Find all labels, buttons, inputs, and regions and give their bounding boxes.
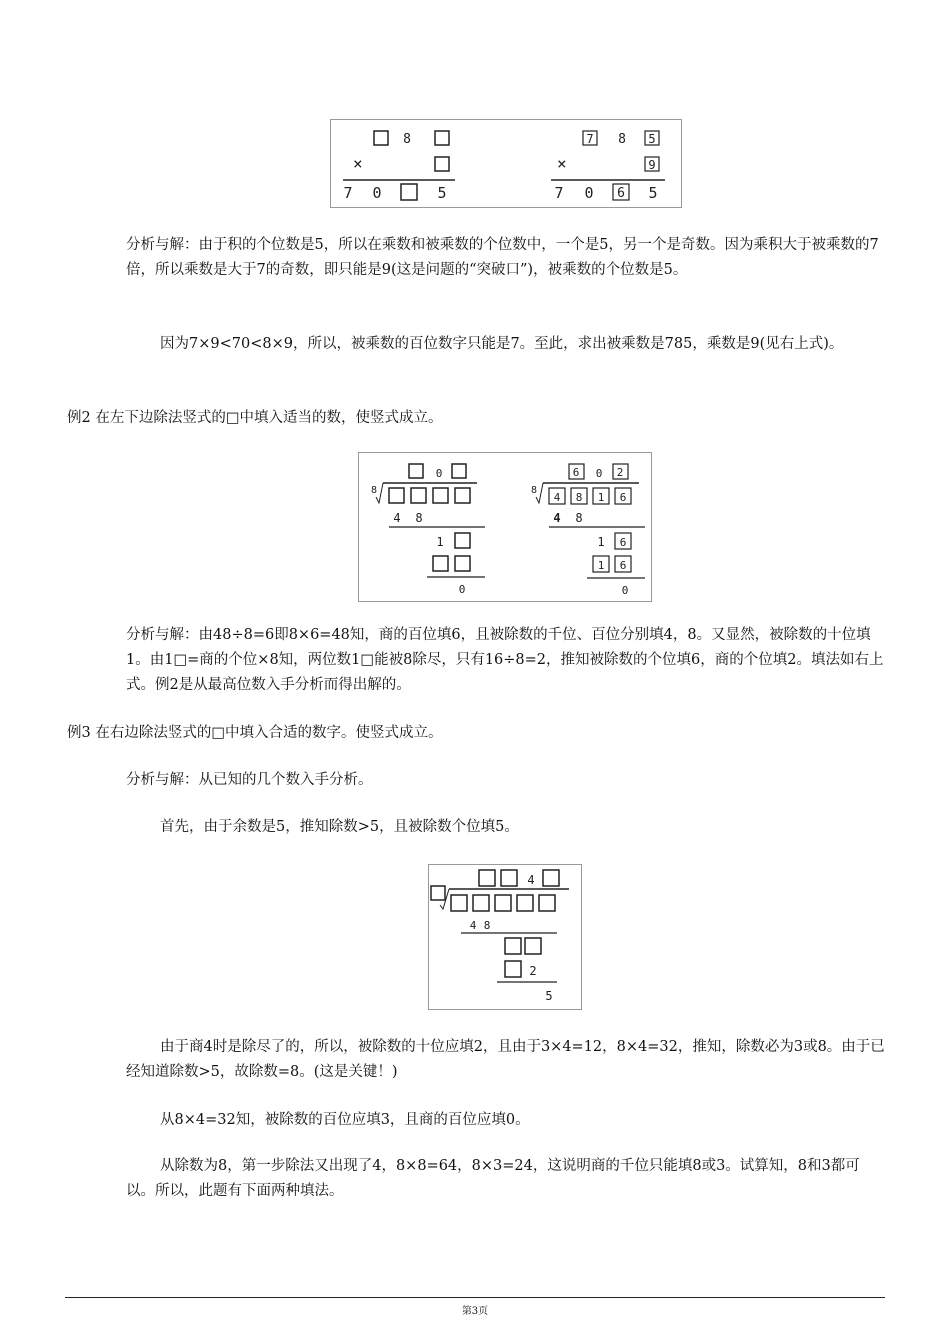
div-right-sub2-b: 6	[619, 559, 627, 572]
mult-left-r1-c2: 8	[403, 132, 411, 147]
div3-sub1-a: 4	[469, 919, 477, 932]
div-right-q1: 6	[572, 466, 580, 479]
div-right-d2: 8	[575, 491, 583, 504]
mult-left	[343, 131, 455, 202]
mult-right-r1-c3: 5	[648, 132, 656, 146]
div-right-rem1-b: 6	[619, 536, 627, 549]
example-3-heading: 例3 在右边除法竖式的□中填入合适的数字。使竖式成立。	[67, 725, 443, 741]
div-right	[531, 464, 645, 597]
div-right-final: 0	[621, 584, 629, 597]
mult-left-r3-c4: 5	[437, 184, 447, 202]
div-left-divisor: 8	[371, 485, 378, 496]
div-left	[371, 464, 485, 596]
mult-right-r3-c2: 0	[584, 184, 594, 202]
paragraph-analysis-8: 从除数为8，第一步除法又出现了4，8×8=64，8×3=24，这说明商的千位只能填8或3。试算知，8和3都可以。所以，此题有下面两种填法。	[126, 1158, 860, 1199]
div3-q3: 4	[527, 873, 535, 887]
paragraph-analysis-5: 首先，由于余数是5，推知除数>5，且被除数个位填5。	[160, 819, 519, 835]
footer-divider	[65, 1297, 885, 1298]
div-left-final: 0	[458, 583, 466, 596]
example-2-heading: 例2 在左下边除法竖式的□中填入适当的数，使竖式成立。	[67, 410, 443, 426]
mult-right-r3-c1: 7	[554, 184, 564, 202]
div-right-rem1-a: 1	[597, 535, 605, 549]
div3-sub2-b: 2	[529, 964, 537, 978]
mult-right	[551, 131, 665, 202]
mult-left-op: ×	[353, 154, 363, 173]
div-right-q2: 0	[595, 467, 603, 480]
div-right-d3: 1	[597, 491, 605, 504]
div3-sub1-b: 8	[483, 919, 491, 932]
division-figure-example-3	[428, 864, 582, 1010]
mult-right-r1-c2: 8	[618, 132, 626, 147]
mult-right-r2-c1: 9	[648, 158, 656, 172]
multiplication-figure	[330, 119, 682, 208]
div-right-sub1-a: 4	[553, 511, 561, 525]
div-left-sub1-a: 4	[393, 511, 401, 525]
division-figure-example-2	[358, 452, 652, 602]
div-right-q3: 2	[616, 466, 624, 479]
div-left-q2: 0	[435, 467, 443, 480]
mult-right-r3-c3: 6	[617, 186, 625, 201]
div-right-d1: 4	[553, 491, 561, 504]
paragraph-analysis-3: 分析与解：由48÷8=6即8×6=48知，商的百位填6，且被除数的千位、百位分别填4，8。又显然，被除数的十位填1。由1□=商的个位×8知，两位数1□能被8除尽，只有16÷8=2，推知被除数的个位填6，商的个位填2。填法如右上式。例2是从最高位数入手分析而得出解的。	[126, 627, 884, 693]
div-right-sub2-a: 1	[597, 559, 605, 572]
div3-final: 5	[545, 989, 553, 1003]
div-right-d4: 6	[619, 491, 627, 504]
mult-right-op: ×	[557, 154, 567, 173]
paragraph-analysis-7: 从8×4=32知，被除数的百位应填3，且商的百位应填0。	[160, 1112, 530, 1128]
div-left-rem1-a: 1	[436, 535, 444, 549]
paragraph-analysis-1: 分析与解：由于积的个位数是5，所以在乘数和被乘数的个位数中，一个是5，另一个是奇数。因为乘积大于被乘数的7倍，所以乘数是大于7的奇数，即只能是9(这是问题的“突破口”)，被乘数的个位数是5。	[126, 237, 879, 278]
div-left-sub1-b: 8	[415, 511, 423, 525]
paragraph-analysis-4: 分析与解：从已知的几个数入手分析。	[126, 772, 373, 788]
paragraph-analysis-6: 由于商4时是除尽了的，所以，被除数的十位应填2，且由于3×4=12，8×4=32，推知，除数必为3或8。由于已经知道除数>5，故除数=8。(这是关键！)	[126, 1039, 885, 1080]
mult-right-r3-c4: 5	[648, 184, 658, 202]
mult-right-r1-c1: 7	[586, 132, 594, 146]
paragraph-analysis-2: 因为7×9<70<8×9，所以，被乘数的百位数字只能是7。至此，求出被乘数是785，乘数是9(见右上式)。	[160, 336, 844, 352]
mult-left-r3-c2: 0	[372, 184, 382, 202]
div-right-divisor: 8	[531, 485, 538, 496]
div-right-sub1-b: 8	[575, 511, 583, 525]
mult-left-r3-c1: 7	[343, 184, 353, 202]
page-number: 第3页	[461, 1306, 489, 1317]
